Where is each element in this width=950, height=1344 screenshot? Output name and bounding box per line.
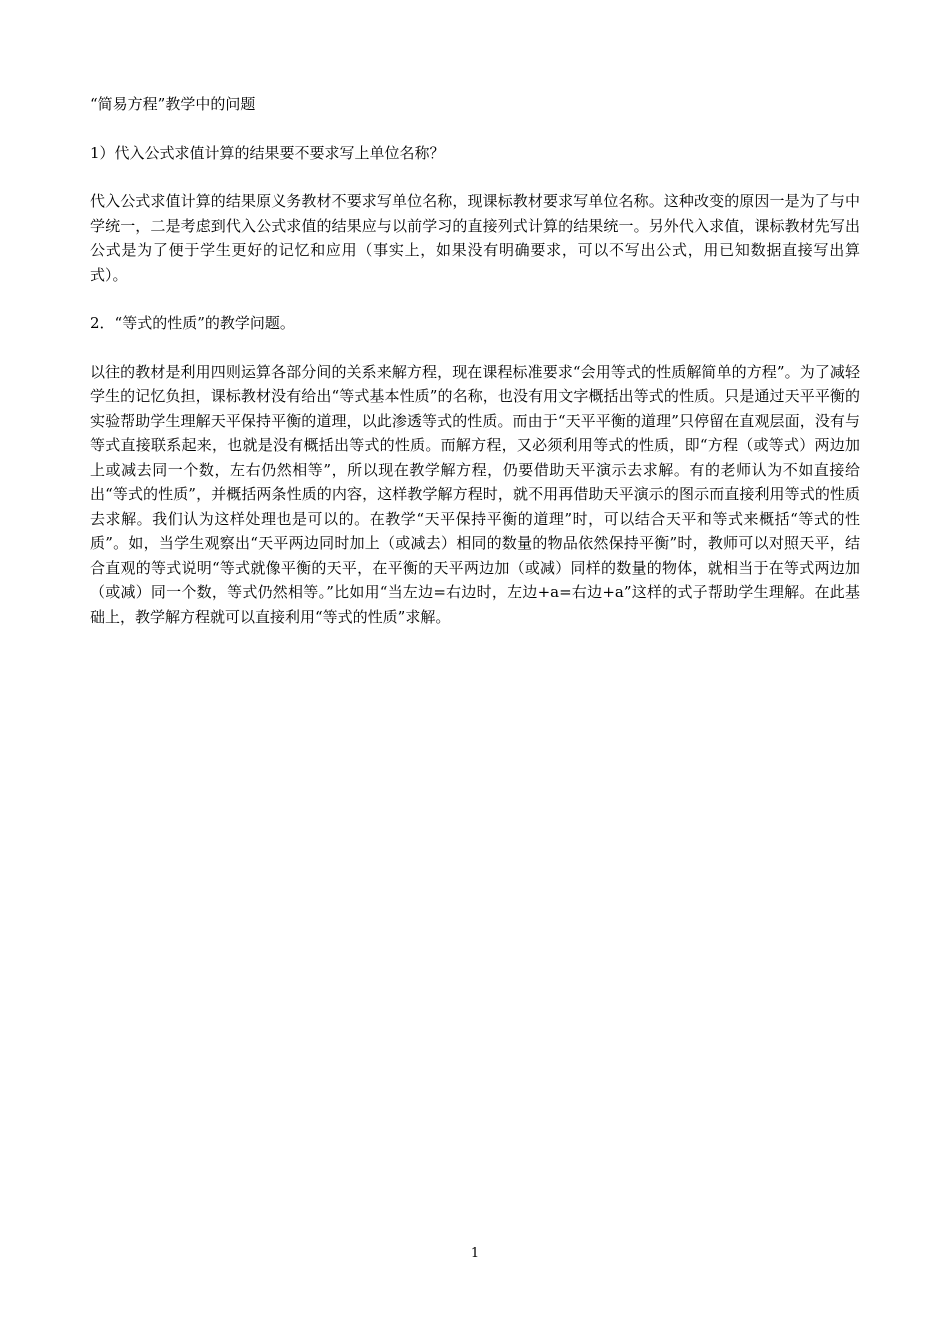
section2-body: 以往的教材是利用四则运算各部分间的关系来解方程，现在课程标准要求“会用等式的性质解简单的方程”。为了减轻学生的记忆负担，课标教材没有给出“等式基本性质”的名称，也没有用文字概括出等式的性质。只是通过天平平衡的实验帮助学生理解天平保持平衡的道理，以此渗透等式的性质。而由于“天平平衡的道理”只停留在直观层面，没有与等式直接联系起来，也就是没有概括出等式的性质。而解方程，又必须利用等式的性质，即“方程（或等式）两边加上或减去同一个数，左右仍然相等”，所以现在教学解方程，仍要借助天平演示去求解。有的老师认为不如直接给出“等式的性质”，并概括两条性质的内容，这样教学解方程时，就不用再借助天平演示的图示而直接利用等式的性质去求解。我们认为这样处理也是可以的。在教学“天平保持平衡的道理”时，可以结合天平和等式来概括“等式的性质”。如，当学生观察出“天平两边同时加上（或减去）相同的数量的物品依然保持平衡”时，教师可以对照天平，结合直观的等式说明“等式就像平衡的天平，在平衡的天平两边加（或减）同样的数量的物体，就相当于在等式两边加（或减）同一个数，等式仍然相等。”比如用“当左边=右边时，左边+a=右边+a”这样的式子帮助学生理解。在此基础上，教学解方程就可以直接利用“等式的性质”求解。 (90, 362, 860, 626)
document-title: “简易方程”教学中的问题 (90, 95, 256, 113)
section1-heading: 1）代入公式求值计算的结果要不要求写上单位名称？ (90, 143, 445, 162)
section1-body: 代入公式求值计算的结果原义务教材不要求写单位名称，现课标教材要求写单位名称。这种改变的原因一是为了与中学统一，二是考虑到代入公式求值的结果应与以前学习的直接列式计算的结果统一。另外代入求值，课标教材先写出公式是为了便于学生更好的记忆和应用（事实上，如果没有明确要求，可以不写出公式，用已知数据直接写出算式）。 (90, 192, 860, 284)
page-number: 1 (470, 1246, 480, 1261)
document-body (90, 92, 860, 629)
section2-heading: 2．“等式的性质”的教学问题。 (90, 314, 295, 332)
